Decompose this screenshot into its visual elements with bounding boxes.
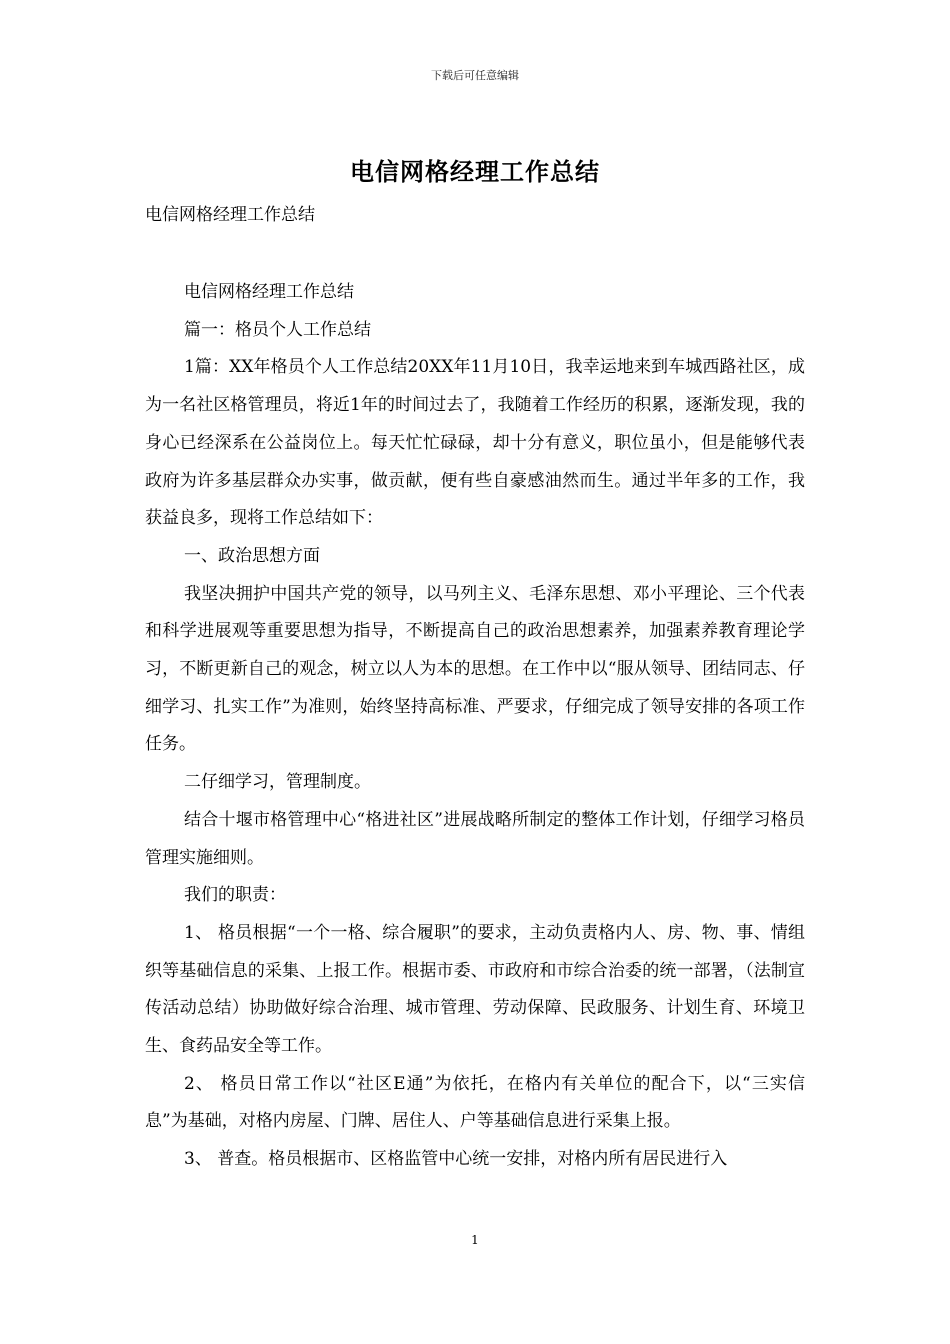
- document-title: 电信网格经理工作总结: [350, 157, 600, 186]
- document-subtitle: 电信网格经理工作总结: [145, 205, 315, 225]
- paragraph: 3、 普查。格员根据市、区格监管中心统一安排，对格内所有居民进行入: [184, 1149, 728, 1170]
- paragraph: 我们的职责：: [184, 885, 286, 906]
- document-body: [145, 274, 805, 1179]
- paragraph: 结合十堰市格管理中心“格进社区”进展战略所制定的整体工作计划，仔细学习格员管理实施细则。: [145, 809, 805, 868]
- paragraph: 二仔细学习，管理制度。: [184, 772, 371, 793]
- page-header: 下载后可任意编辑: [431, 69, 519, 82]
- paragraph: 我坚决拥护中国共产党的领导，以马列主义、毛泽东思想、邓小平理论、三个代表和科学进展观等重要思想为指导，不断提高自己的政治思想素养，加强素养教育理论学习，不断更新自己的观念，树立以人为本的思想。在工作中以“服从领导、团结同志、仔细学习、扎实工作”为准则，始终坚持高标准、严要求，仔细完成了领导安排的各项工作任务。: [145, 583, 805, 755]
- paragraph: 篇一：格员个人工作总结: [184, 319, 371, 340]
- page-number: 1: [471, 1233, 479, 1247]
- paragraph: 电信网格经理工作总结: [184, 282, 354, 302]
- paragraph: 1篇：XX年格员个人工作总结20XX年11月10日，我幸运地来到车城西路社区，成为一名社区格管理员，将近1年的时间过去了，我随着工作经历的积累，逐渐发现，我的身心已经深系在公益岗位上。每天忙忙碌碌，却十分有意义，职位虽小，但是能够代表政府为许多基层群众办实事，做贡献，便有些自豪感油然而生。通过半年多的工作，我获益良多，现将工作总结如下：: [145, 357, 805, 529]
- paragraph: 2、 格员日常工作以“社区E通”为依托，在格内有关单位的配合下，以“三实信息”为基础，对格内房屋、门牌、居住人、户等基础信息进行采集上报。: [145, 1073, 805, 1132]
- paragraph: 1、 格员根据“一个一格、综合履职”的要求，主动负责格内人、房、物、事、情组织等基础信息的采集、上报工作。根据市委、市政府和市综合治委的统一部署，（法制宣传活动总结）协助做好综合治理、城市管理、劳动保障、民政服务、计划生育、环境卫生、食药品安全等工作。: [145, 922, 805, 1057]
- paragraph: 一、政治思想方面: [184, 545, 320, 566]
